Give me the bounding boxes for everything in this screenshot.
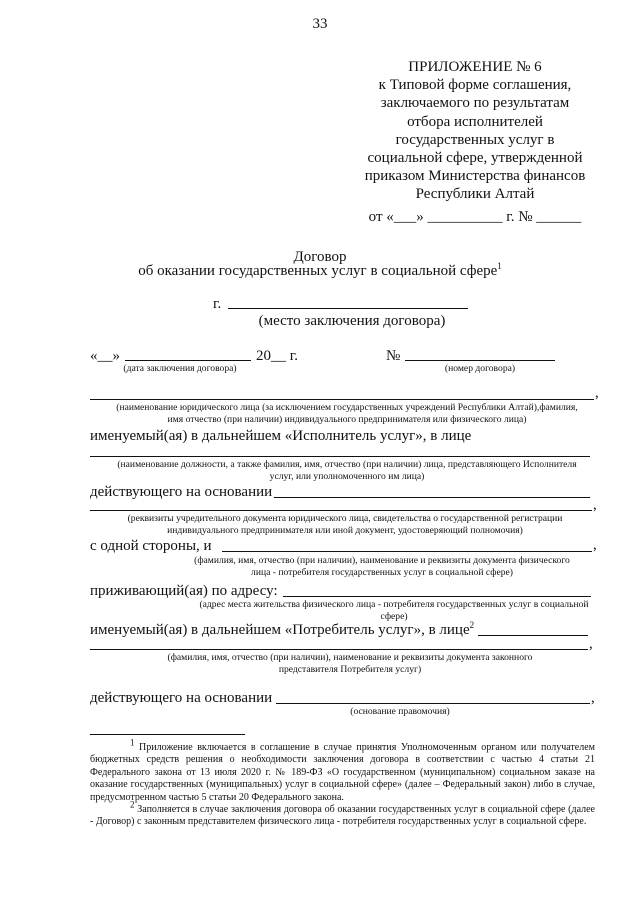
executor-line: именуемый(ая) в дальнейшем «Исполнитель услуг», в лице <box>90 428 472 444</box>
comma: , <box>589 636 593 652</box>
footnote-number: 1 <box>130 737 135 748</box>
authority-field[interactable] <box>276 703 590 704</box>
organization-caption: (наименование юридического лица (за исключением государственных учреждений Республики Алтай),фамилия, имя отчество (при наличии) индивидуального предпринимателя или физического лица) <box>116 402 578 425</box>
consumer-line-text: именуемый(ая) в дальнейшем «Потребитель услуг», в лице <box>90 622 470 638</box>
number-sign: № <box>386 348 401 364</box>
contract-subtitle-text: об оказании государственных услуг в социальной сфере <box>138 263 498 279</box>
appendix-line: Республики Алтай <box>415 186 535 203</box>
footnote-ref: 1 <box>497 261 502 271</box>
acting-basis-2: действующего на основании <box>90 690 273 706</box>
representative-caption: (фамилия, имя, отчество (при наличии), наименование и реквизиты документа законного представителя Потребителя услуг) <box>167 652 533 675</box>
representative-field[interactable] <box>478 635 588 636</box>
executor-rep-field[interactable] <box>90 456 590 457</box>
place-field[interactable] <box>228 308 468 309</box>
appendix-line: ПРИЛОЖЕНИЕ № 6 <box>408 59 542 75</box>
page-number: 33 <box>312 16 328 32</box>
comma: , <box>591 690 595 706</box>
appendix-line: к Типовой форме соглашения, <box>378 77 572 94</box>
consumer-caption: (фамилия, имя, отчество (при наличии), наименование и реквизиты документа физического лица - потребителя государственных услуг в социальной сфере) <box>194 555 570 578</box>
requisites-caption: (реквизиты учредительного документа юридического лица, свидетельства о государственной регистрации индивидуального предпринимателя или иной документ, удостоверяющий полномочия) <box>127 513 563 536</box>
contract-title: Договор <box>293 249 347 265</box>
footnote-separator <box>90 734 245 735</box>
footnote-text: Приложение включается в соглашение в случае принятия Уполномоченным органом или получателем бюджетных средств решения о необходимости заключения договора в соответствии с частью 4 статьи 21 Федерального закона от 13 июля 2020 г. № 189-ФЗ «О государственном (муниципальном) социальном заказе на оказание государственных (муниципальных) услуг в социальной сфере» (далее – Федеральный закон) либо в случае, предусмотренном частью 5 статьи 20 Федерального закона. <box>90 742 595 803</box>
comma: , <box>595 385 599 401</box>
appendix-header <box>345 58 605 226</box>
residing-label: приживающий(ая) по адресу: <box>90 583 278 599</box>
comma: , <box>593 537 597 553</box>
one-side: с одной стороны, и <box>90 538 212 554</box>
year-label: 20__ г. <box>256 348 298 364</box>
place-prefix: г. <box>213 296 222 312</box>
contract-number-field[interactable] <box>405 360 555 361</box>
footnotes <box>90 737 595 829</box>
place-caption: (место заключения договора) <box>258 313 446 329</box>
footnote-text: Заполняется в случае заключения договора об оказании государственных услуг в социальной сфере (далее - Договор) с законным представителем физического лица - потребителя государственных услуг в социальной сфере. <box>90 804 595 828</box>
organization-field[interactable] <box>90 399 594 400</box>
consumer-line <box>90 622 474 639</box>
appendix-line: социальной сфере, утвержденной <box>367 150 583 167</box>
position-caption: (наименование должности, а также фамилия, имя, отчество (при наличии) лица, представляющего Исполнителя услуг, или уполномоченного им лица) <box>117 459 577 482</box>
appendix-date-line: от «___» __________ г. № ______ <box>368 208 582 225</box>
appendix-line: приказом Министерства финансов <box>364 168 586 185</box>
date-field[interactable] <box>125 360 251 361</box>
appendix-line: отбора исполнителей <box>407 113 543 130</box>
footnote <box>90 737 595 804</box>
representative-field-cont[interactable] <box>90 649 588 650</box>
footnote <box>90 799 595 829</box>
appendix-line: заключаемого по результатам <box>380 95 570 112</box>
footnote-ref: 2 <box>469 620 475 630</box>
comma: , <box>593 497 597 513</box>
acting-basis-1: действующего на основании <box>90 484 273 500</box>
address-caption: (адрес места жительства физического лица - потребителя государственных услуг в социальной сфере) <box>199 599 589 622</box>
authority-caption: (основание правомочия) <box>350 706 450 717</box>
basis-field-1-cont[interactable] <box>90 510 592 511</box>
date-prefix: «__» <box>90 348 120 364</box>
consumer-field[interactable] <box>222 551 592 552</box>
date-caption: (дата заключения договора) <box>123 363 237 374</box>
appendix-line: государственных услуг в <box>395 131 555 148</box>
footnote-number: 2 <box>130 799 135 810</box>
contract-subtitle <box>0 263 640 280</box>
address-field[interactable] <box>283 596 591 597</box>
basis-field-1[interactable] <box>274 497 590 498</box>
number-caption: (номер договора) <box>444 363 516 374</box>
